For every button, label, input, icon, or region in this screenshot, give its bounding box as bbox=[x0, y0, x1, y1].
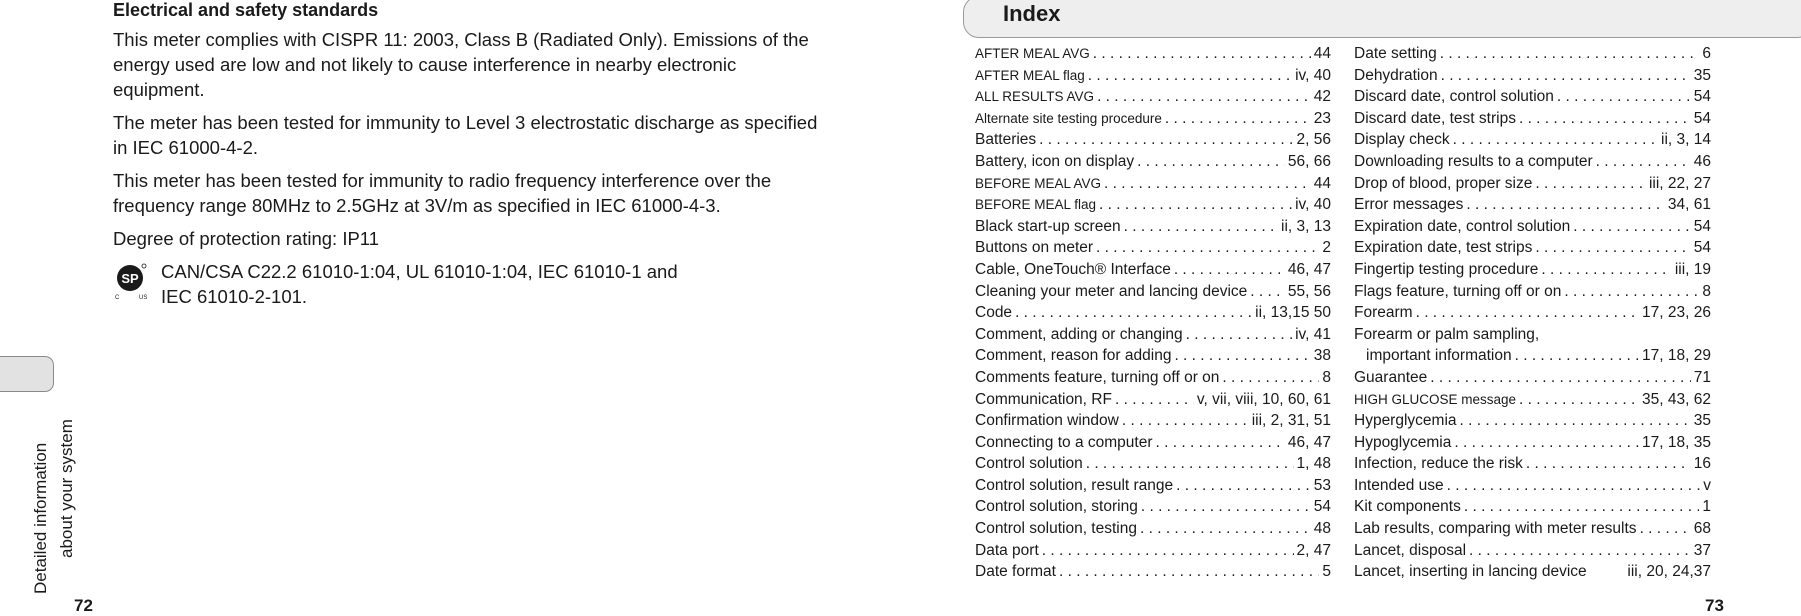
paragraph: This meter complies with CISPR 11: 2003, Class B (Radiated Only). Emissions of the energy used are low and not likely to cause interference in nearby electronic equipment. bbox=[113, 29, 809, 100]
left-page bbox=[113, 0, 825, 309]
index-leader-dots bbox=[1516, 108, 1691, 130]
index-entry bbox=[975, 259, 1331, 281]
index-leader-dots bbox=[1539, 324, 1708, 346]
index-entry-page: iii, 20, 24,37 bbox=[1627, 563, 1711, 581]
index-leader-dots bbox=[1153, 432, 1285, 454]
index-entry-label: Alternate site testing procedure bbox=[975, 110, 1162, 126]
index-leader-dots bbox=[1570, 216, 1690, 238]
index-leader-dots bbox=[1427, 367, 1691, 389]
index-leader-dots bbox=[1457, 410, 1691, 432]
index-entry-page: 53 bbox=[1313, 476, 1331, 494]
index-entry-page: 8 bbox=[1322, 368, 1331, 386]
index-entry-page: 17, 18, 35 bbox=[1642, 433, 1711, 451]
index-entry bbox=[975, 43, 1331, 65]
index-entry bbox=[975, 518, 1331, 540]
index-leader-dots bbox=[1219, 367, 1319, 389]
index-leader-dots bbox=[1012, 302, 1252, 324]
index-entry bbox=[975, 561, 1331, 583]
index-entry-label: Dehydration bbox=[1354, 66, 1438, 84]
index-entry-page: 54 bbox=[1693, 88, 1711, 106]
index-entry-page: 68 bbox=[1693, 520, 1711, 538]
index-leader-dots bbox=[1083, 453, 1294, 475]
certification-block bbox=[113, 259, 825, 309]
index-entry-label: Date format bbox=[975, 563, 1056, 581]
index-entry-label: important information bbox=[1366, 347, 1512, 365]
index-leader-dots bbox=[1587, 561, 1625, 583]
index-entry bbox=[975, 108, 1331, 130]
index-entry bbox=[1354, 281, 1711, 303]
index-leader-dots bbox=[1121, 216, 1278, 238]
index-entry-page: 71 bbox=[1693, 368, 1711, 386]
index-entry-label: Expiration date, control solution bbox=[1354, 217, 1571, 235]
index-leader-dots bbox=[1523, 453, 1691, 475]
index-entry-page: 34, 61 bbox=[1667, 196, 1711, 214]
index-leader-dots bbox=[1593, 151, 1691, 173]
index-entry-label: Control solution bbox=[975, 455, 1083, 473]
index-entry-label: Intended use bbox=[1354, 476, 1444, 494]
page-number-left: 72 bbox=[74, 596, 93, 615]
index-entry bbox=[975, 194, 1331, 216]
index-entry-page: iii, 22, 27 bbox=[1648, 174, 1711, 192]
index-entry-label: AFTER MEAL AVG bbox=[975, 46, 1090, 61]
index-entry-label: Forearm or palm sampling, bbox=[1354, 325, 1540, 343]
index-leader-dots bbox=[1247, 281, 1285, 303]
index-entry-label: ALL RESULTS AVG bbox=[975, 89, 1095, 105]
csa-logo-icon bbox=[113, 261, 153, 301]
index-entry-page: 35, 43, 62 bbox=[1642, 390, 1711, 408]
index-entry bbox=[975, 237, 1331, 259]
index-entry-page: 35 bbox=[1693, 66, 1711, 84]
index-entry-label: Batteries bbox=[975, 131, 1037, 149]
index-entry-page: 56, 66 bbox=[1287, 152, 1331, 170]
index-leader-dots bbox=[1450, 129, 1658, 151]
index-entry-page: iv, 40 bbox=[1295, 196, 1331, 214]
index-entry-label: Display check bbox=[1354, 131, 1450, 149]
index-entry-page: 46, 47 bbox=[1287, 433, 1331, 451]
index-leader-dots bbox=[1466, 540, 1691, 562]
index-entry-label: Fingertip testing procedure bbox=[1354, 260, 1539, 278]
index-entry-label: Error messages bbox=[1354, 196, 1464, 214]
index-entry-page: 54 bbox=[1693, 217, 1711, 235]
index-entry bbox=[975, 367, 1331, 389]
index-entry-page: 1 bbox=[1702, 498, 1711, 516]
index-entry-page: 42 bbox=[1313, 88, 1331, 106]
index-entry bbox=[975, 302, 1331, 324]
index-entry bbox=[975, 151, 1331, 173]
index-entry bbox=[1354, 194, 1711, 216]
index-entry bbox=[1354, 432, 1711, 454]
certification-line1: CAN/CSA C22.2 61010-1:04, UL 61010-1:04, IEC 61010-1 and bbox=[161, 261, 678, 282]
index-entry bbox=[975, 496, 1331, 518]
index-entry bbox=[1354, 65, 1711, 87]
index-entry-page: 17, 18, 29 bbox=[1642, 347, 1711, 365]
index-entry bbox=[975, 389, 1331, 411]
index-entry bbox=[1354, 237, 1711, 259]
index-entry-page: 44 bbox=[1313, 45, 1331, 62]
index-entry-label: Confirmation window bbox=[975, 412, 1119, 430]
index-entry-label: Hyperglycemia bbox=[1354, 412, 1457, 430]
svg-text:US: US bbox=[139, 295, 148, 301]
index-entry-page: 48 bbox=[1313, 520, 1331, 538]
index-entry bbox=[975, 345, 1331, 367]
index-entry-page: iv, 41 bbox=[1295, 325, 1331, 343]
index-entry-label: BEFORE MEAL AVG bbox=[975, 175, 1102, 191]
index-entry bbox=[1354, 496, 1711, 518]
section-label-line2: about your system bbox=[57, 419, 76, 558]
index-leader-dots bbox=[1516, 389, 1639, 411]
index-entry bbox=[975, 540, 1331, 562]
index-entry bbox=[975, 410, 1331, 432]
index-leader-dots bbox=[1532, 237, 1690, 259]
index-leader-dots bbox=[1085, 65, 1292, 87]
index-entry-page: 46, 47 bbox=[1287, 260, 1331, 278]
index-leader-dots bbox=[1561, 281, 1699, 303]
index-entry bbox=[1354, 151, 1711, 173]
index-leader-dots bbox=[1463, 194, 1664, 216]
index-entry bbox=[1354, 43, 1711, 65]
index-leader-dots bbox=[1444, 475, 1701, 497]
index-entry-label: Date setting bbox=[1354, 45, 1437, 62]
index-leader-dots bbox=[1093, 237, 1319, 259]
index-entry-label: Cable, OneTouch® Interface bbox=[975, 260, 1171, 278]
index-leader-dots bbox=[1461, 496, 1700, 518]
index-entry-label: Infection, reduce the risk bbox=[1354, 455, 1523, 473]
index-entry-page: 16 bbox=[1693, 455, 1711, 473]
index-leader-dots bbox=[1036, 129, 1293, 151]
index-entry-page: v bbox=[1703, 476, 1711, 494]
index-entry-label: Discard date, control solution bbox=[1354, 88, 1554, 106]
index-entry-page: 54 bbox=[1693, 109, 1711, 127]
index-entry-label: Lancet, inserting in lancing device bbox=[1354, 563, 1587, 581]
index-entry-page: 6 bbox=[1702, 45, 1711, 62]
index-entry-label: Control solution, storing bbox=[975, 498, 1138, 516]
index-entry-label: Expiration date, test strips bbox=[1354, 239, 1533, 257]
index-entry-label: Flags feature, turning off or on bbox=[1354, 282, 1562, 300]
index-entry bbox=[975, 216, 1331, 238]
index-entry bbox=[1354, 389, 1711, 411]
index-entry bbox=[1354, 108, 1711, 130]
index-entry-label: Comment, adding or changing bbox=[975, 325, 1183, 343]
paragraph: Degree of protection rating: IP11 bbox=[113, 228, 380, 249]
index-leader-dots bbox=[1532, 173, 1646, 195]
index-entry bbox=[975, 173, 1331, 195]
index-entry bbox=[1354, 410, 1711, 432]
index-leader-dots bbox=[1119, 410, 1249, 432]
index-entry bbox=[975, 453, 1331, 475]
index-entry-page: 2, 56 bbox=[1296, 131, 1331, 149]
index-entry-label: Lab results, comparing with meter results bbox=[1354, 520, 1637, 538]
index-entry-label: Communication, RF bbox=[975, 390, 1112, 408]
index-header-bar bbox=[963, 0, 1801, 38]
index-entry-label: Black start-up screen bbox=[975, 217, 1121, 235]
index-leader-dots bbox=[1096, 194, 1292, 216]
index-entry-label: BEFORE MEAL flag bbox=[975, 197, 1097, 213]
index-entry-label: Code bbox=[975, 304, 1013, 322]
index-entry-page: ii, 3, 14 bbox=[1661, 131, 1711, 149]
index-leader-dots bbox=[1101, 173, 1311, 195]
index-entry-label: Buttons on meter bbox=[975, 239, 1094, 257]
index-leader-dots bbox=[1451, 432, 1639, 454]
index-entry-label: Connecting to a computer bbox=[975, 433, 1153, 451]
index-entry-page: 55, 56 bbox=[1287, 282, 1331, 300]
index-entry bbox=[1354, 259, 1711, 281]
index-entry bbox=[1354, 324, 1711, 346]
index-entry-page: 46 bbox=[1693, 152, 1711, 170]
index-entry bbox=[975, 129, 1331, 151]
index-leader-dots bbox=[1138, 496, 1311, 518]
svg-text:SP: SP bbox=[121, 271, 139, 286]
index-entry-page: iv, 40 bbox=[1295, 66, 1331, 84]
section-label bbox=[28, 419, 80, 594]
index-entry bbox=[1354, 453, 1711, 475]
index-leader-dots bbox=[1554, 86, 1691, 108]
index-leader-dots bbox=[1183, 324, 1292, 346]
index-entry-label: HIGH GLUCOSE message bbox=[1354, 391, 1517, 407]
index-entry bbox=[1354, 173, 1711, 195]
index-leader-dots bbox=[1134, 151, 1285, 173]
index-entry-page: ii, 13,15 50 bbox=[1255, 304, 1331, 322]
index-entry-page: 2 bbox=[1322, 239, 1331, 257]
index-leader-dots bbox=[1094, 86, 1311, 108]
index-entry-page: iii, 19 bbox=[1674, 260, 1711, 278]
index-leader-dots bbox=[1162, 108, 1311, 130]
index-leader-dots bbox=[1438, 65, 1691, 87]
index-entry-page: 2, 47 bbox=[1296, 541, 1331, 559]
page-number-right: 73 bbox=[1705, 596, 1724, 615]
index-entry-page: 5 bbox=[1322, 563, 1331, 581]
index-entry-page: 44 bbox=[1313, 174, 1331, 192]
index-column-1 bbox=[975, 43, 1331, 583]
index-leader-dots bbox=[1437, 43, 1700, 65]
index-entry bbox=[1354, 86, 1711, 108]
index-leader-dots bbox=[1137, 518, 1311, 540]
index-entry bbox=[975, 475, 1331, 497]
index-entry bbox=[975, 86, 1331, 108]
index-entry-label: Control solution, result range bbox=[975, 476, 1174, 494]
index-entry-label: Comments feature, turning off or on bbox=[975, 368, 1220, 386]
index-entry-label: Guarantee bbox=[1354, 368, 1428, 386]
index-entry-label: Hypoglycemia bbox=[1354, 433, 1452, 451]
index-entry bbox=[975, 281, 1331, 303]
index-entry-label: Data port bbox=[975, 541, 1039, 559]
index-leader-dots bbox=[1637, 518, 1691, 540]
index-entry bbox=[1354, 345, 1711, 367]
index-entry-label: Forearm bbox=[1354, 304, 1413, 322]
index-leader-dots bbox=[1090, 43, 1311, 65]
index-entry-page: iii, 2, 31, 51 bbox=[1251, 412, 1331, 430]
index-leader-dots bbox=[1512, 345, 1639, 367]
index-leader-dots bbox=[1171, 345, 1310, 367]
paragraph: The meter has been tested for immunity to Level 3 electrostatic discharge as specified in IEC 61000-4-2. bbox=[113, 112, 818, 158]
section-label-line1: Detailed information bbox=[31, 442, 50, 594]
index-entry-page: 54 bbox=[1693, 239, 1711, 257]
index-leader-dots bbox=[1171, 259, 1285, 281]
index-entry-label: Drop of blood, proper size bbox=[1354, 174, 1533, 192]
index-entry-label: Comment, reason for adding bbox=[975, 347, 1172, 365]
index-entry bbox=[1354, 561, 1711, 583]
index-entry-page: 38 bbox=[1313, 347, 1331, 365]
index-entry-label: AFTER MEAL flag bbox=[975, 67, 1085, 83]
section-heading: Electrical and safety standards bbox=[113, 0, 379, 20]
index-entry-label: Downloading results to a computer bbox=[1354, 152, 1593, 170]
index-leader-dots bbox=[1056, 561, 1319, 583]
index-entry-page: 23 bbox=[1313, 109, 1331, 127]
index-entry bbox=[1354, 475, 1711, 497]
index-entry-page: ii, 3, 13 bbox=[1281, 217, 1331, 235]
index-entry bbox=[1354, 302, 1711, 324]
index-entry-label: Discard date, test strips bbox=[1354, 109, 1516, 127]
index-entry-page: 17, 23, 26 bbox=[1642, 304, 1711, 322]
index-entry bbox=[1354, 367, 1711, 389]
index-entry-label: Kit components bbox=[1354, 498, 1461, 516]
index-entry-page: 1, 48 bbox=[1296, 455, 1331, 473]
index-entry bbox=[1354, 216, 1711, 238]
certification-line2: IEC 61010-2-101. bbox=[161, 286, 308, 307]
index-leader-dots bbox=[1039, 540, 1294, 562]
index-entry-label: Battery, icon on display bbox=[975, 152, 1135, 170]
index-entry-page bbox=[1708, 324, 1711, 346]
index-leader-dots bbox=[1538, 259, 1671, 281]
section-tab bbox=[0, 356, 54, 392]
svg-text:C: C bbox=[115, 295, 120, 301]
index-entry-page: 37 bbox=[1693, 541, 1711, 559]
index-entry bbox=[975, 65, 1331, 87]
index-column-2 bbox=[1354, 43, 1711, 583]
index-entry-label: Lancet, disposal bbox=[1354, 541, 1467, 559]
paragraph: This meter has been tested for immunity to radio frequency interference over the frequency range 80MHz to 2.5GHz at 3V/m as specified in IEC 61000-4-3. bbox=[113, 170, 772, 216]
index-entry-page: 54 bbox=[1313, 498, 1331, 516]
index-entry bbox=[975, 324, 1331, 346]
index-leader-dots bbox=[1413, 302, 1639, 324]
index-entry-page: v, vii, viii, 10, 60, 61 bbox=[1196, 390, 1331, 408]
index-entry bbox=[1354, 540, 1711, 562]
index-entry bbox=[1354, 129, 1711, 151]
index-entry-page: 35 bbox=[1693, 412, 1711, 430]
index-leader-dots bbox=[1112, 389, 1194, 411]
index-entry-label: Cleaning your meter and lancing device bbox=[975, 282, 1248, 300]
index-leader-dots bbox=[1173, 475, 1311, 497]
index-entry-page: 8 bbox=[1702, 282, 1711, 300]
index-entry bbox=[975, 432, 1331, 454]
index-entry-label: Control solution, testing bbox=[975, 520, 1137, 538]
index-title: Index bbox=[1003, 1, 1061, 26]
index-entry bbox=[1354, 518, 1711, 540]
